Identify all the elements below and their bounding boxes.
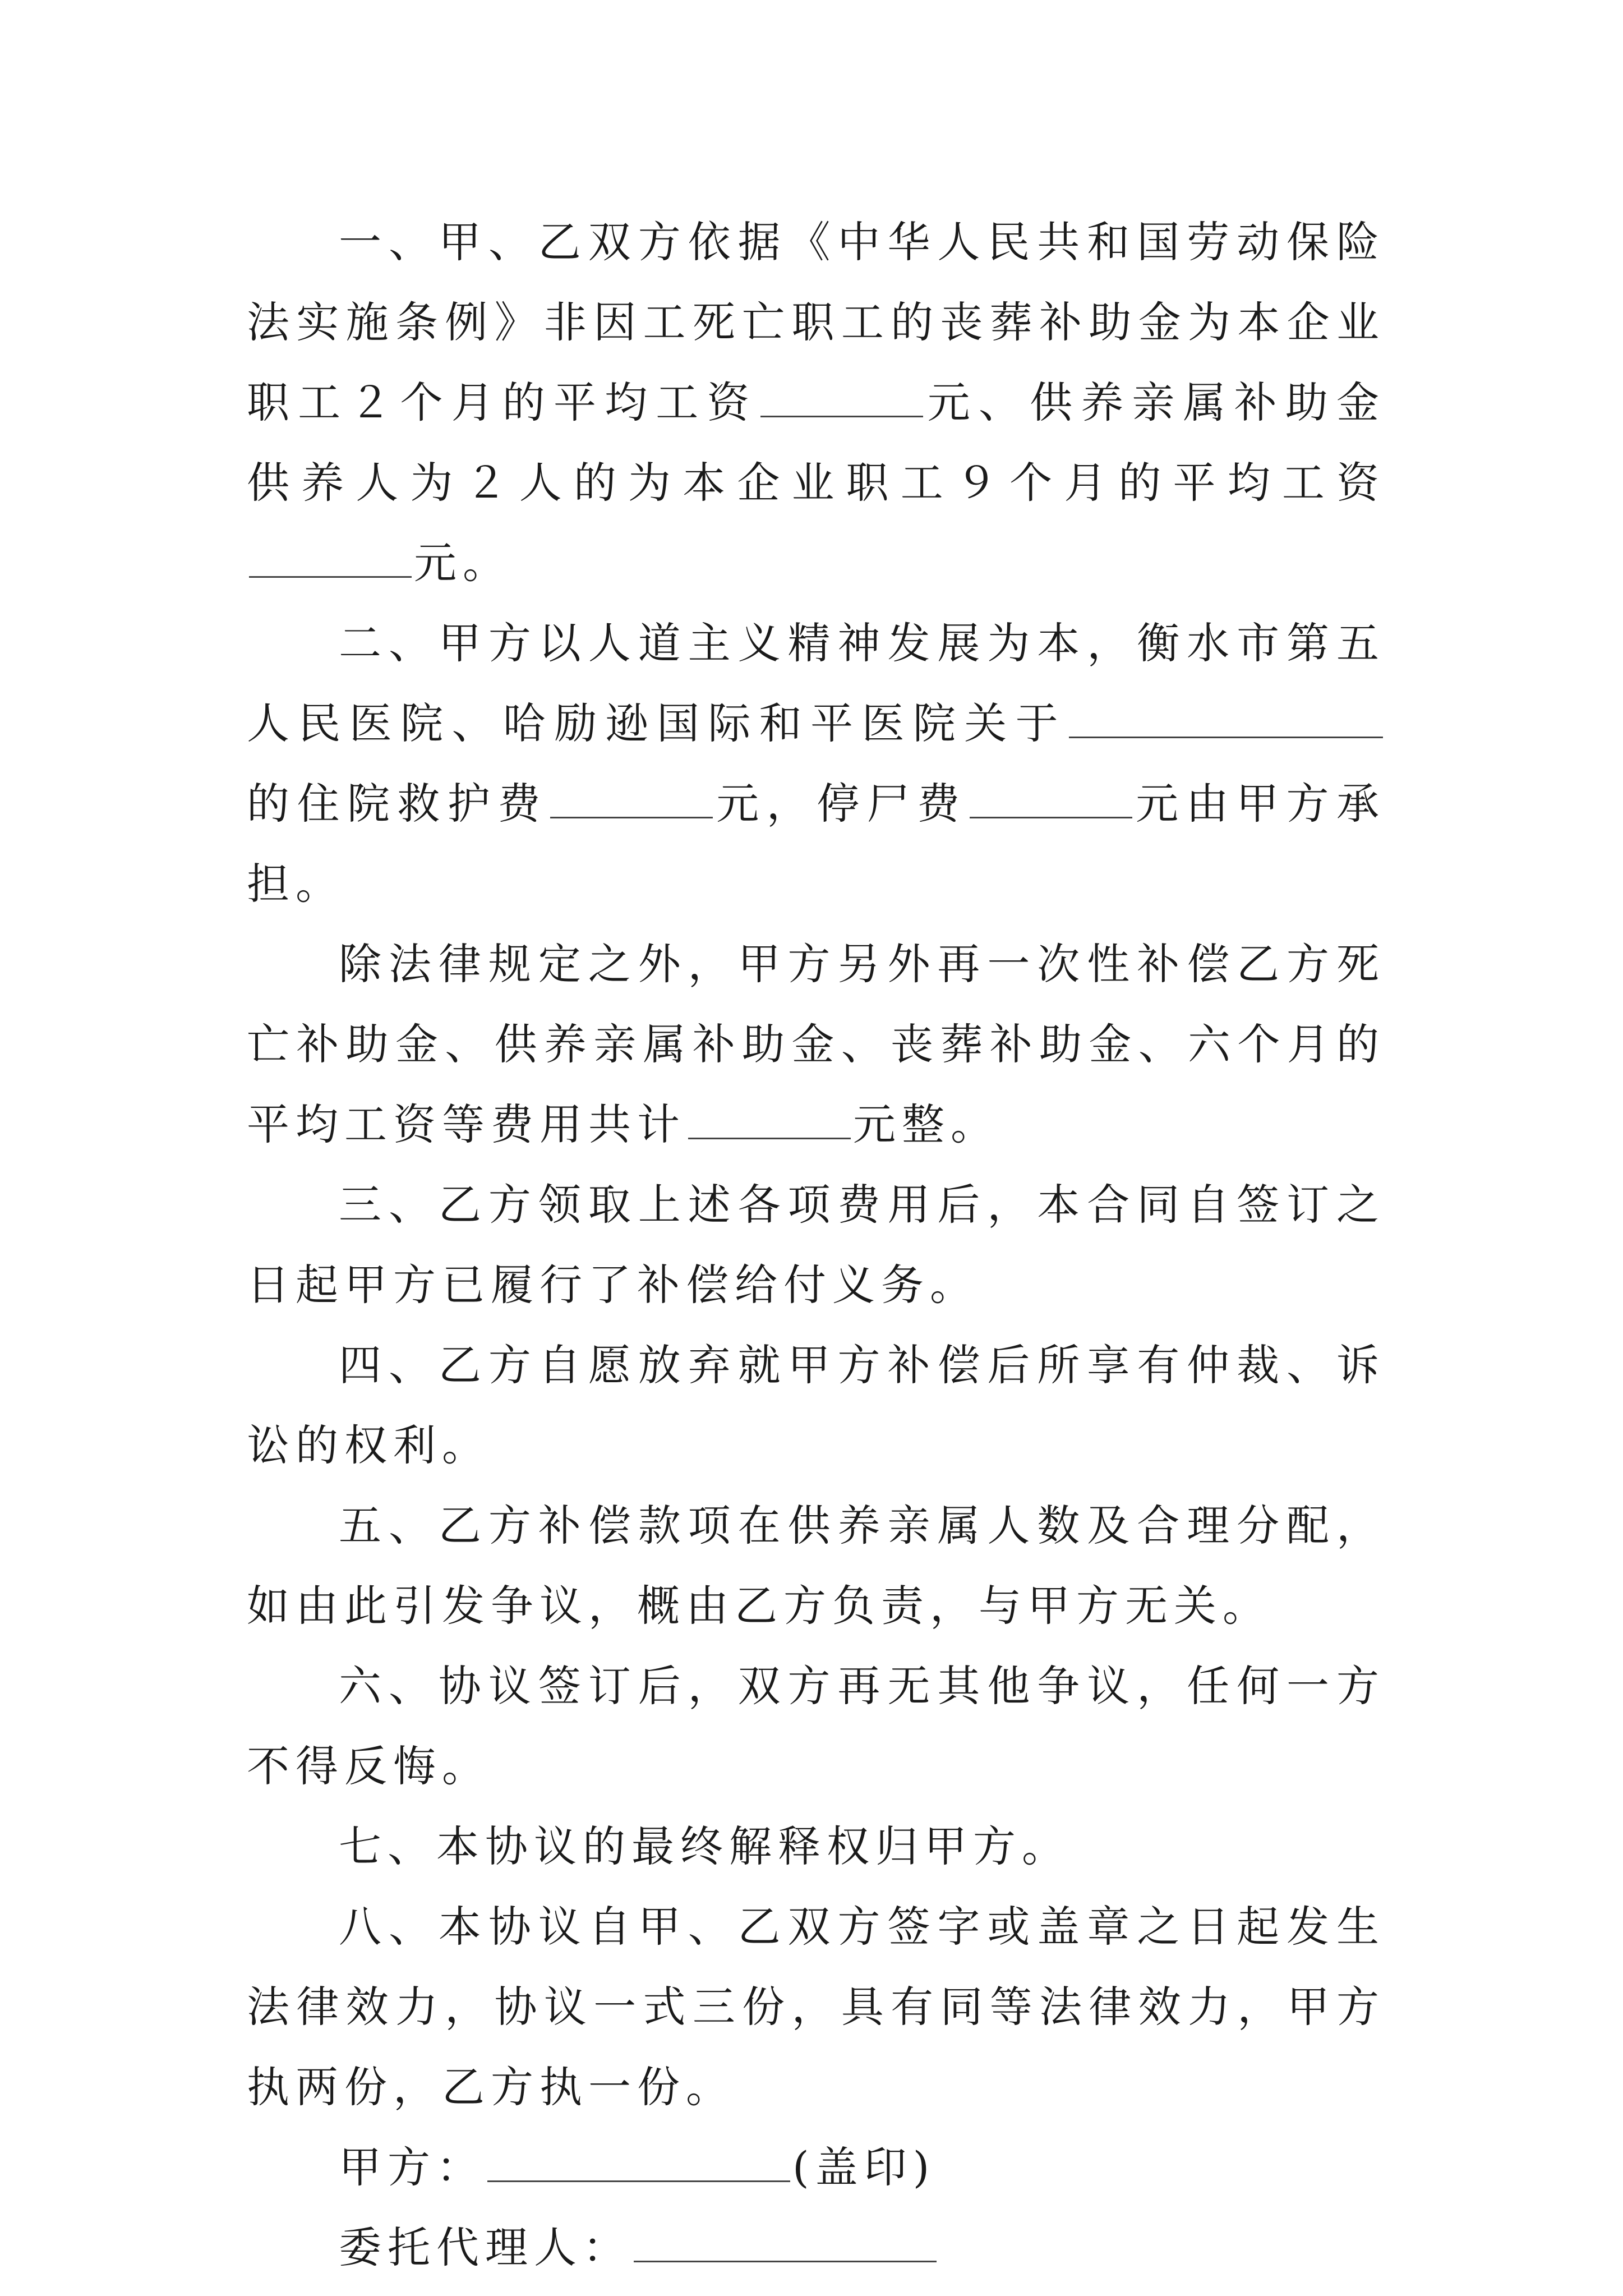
clause-2-text-d: 元由甲方承担。 xyxy=(247,779,1386,909)
signature-party-a xyxy=(247,2127,1385,2207)
agent-label: 委托代理人： xyxy=(339,2223,631,2272)
clause-1-text-a: 一、甲、乙双方依据《中华人民共和国劳动保险法实施条例》非因工死亡职工的丧葬补助金为本企业职工２个月的平均工资 xyxy=(247,217,1385,427)
document-body xyxy=(247,202,1385,2288)
party-a-signature-line[interactable] xyxy=(487,2140,790,2182)
clause-1 xyxy=(247,202,1385,603)
blank-funeral-allowance[interactable] xyxy=(760,375,923,417)
blank-patient-name[interactable] xyxy=(1069,696,1383,738)
party-a-label: 甲方： xyxy=(339,2142,485,2192)
blank-morgue-fee[interactable] xyxy=(970,776,1132,818)
clause-3: 三、乙方领取上述各项费用后，本合同自签订之日起甲方已履行了补偿给付义务。 xyxy=(247,1180,1385,1310)
clause-8: 八、本协议自甲、乙双方签字或盖章之日起发生法律效力，协议一式三份，具有同等法律效力，甲方执两份，乙方执一份。 xyxy=(247,1902,1385,2112)
clause-7: 七、本协议的最终解释权归甲方。 xyxy=(339,1821,1071,1871)
clause-2-text-b: 的住院救护费 xyxy=(247,779,548,829)
clause-extra-text-b: 元整。 xyxy=(853,1099,999,1149)
clause-2 xyxy=(247,603,1385,924)
clause-extra-text-a: 除法律规定之外，甲方另外再一次性补偿乙方死亡补助金、供养亲属补助金、丧葬补助金、六个月的平均工资等费用共计 xyxy=(247,939,1385,1149)
clause-2-text-a: 二、甲方以人道主义精神发展为本，衡水市第五人民医院、哈励逊国际和平医院关于 xyxy=(247,618,1385,748)
clause-1-text-b: 元、供养亲属补助金供养人为２人的为本企业职工９个月的平均工资 xyxy=(247,378,1386,508)
agent-signature-line[interactable] xyxy=(634,2220,937,2262)
blank-hospital-fee[interactable] xyxy=(550,776,713,818)
clause-2-text-c: 元，停尸费 xyxy=(714,779,967,829)
blank-total-amount[interactable] xyxy=(688,1097,851,1139)
clause-6: 六、协议签订后，双方再无其他争议，任何一方不得反悔。 xyxy=(247,1661,1385,1791)
blank-dependent-allowance[interactable] xyxy=(249,536,412,578)
clause-4: 四、乙方自愿放弃就甲方补偿后所享有仲裁、诉讼的权利。 xyxy=(247,1340,1385,1470)
clause-1-text-c: 元。 xyxy=(414,538,511,588)
signature-agent xyxy=(247,2207,1385,2288)
party-a-seal-label: (盖印) xyxy=(792,2142,936,2192)
clause-5: 五、乙方补偿款项在供养亲属人数及合理分配，如由此引发争议，概由乙方负责，与甲方无关。 xyxy=(247,1501,1385,1631)
clause-extra-compensation xyxy=(247,924,1385,1165)
